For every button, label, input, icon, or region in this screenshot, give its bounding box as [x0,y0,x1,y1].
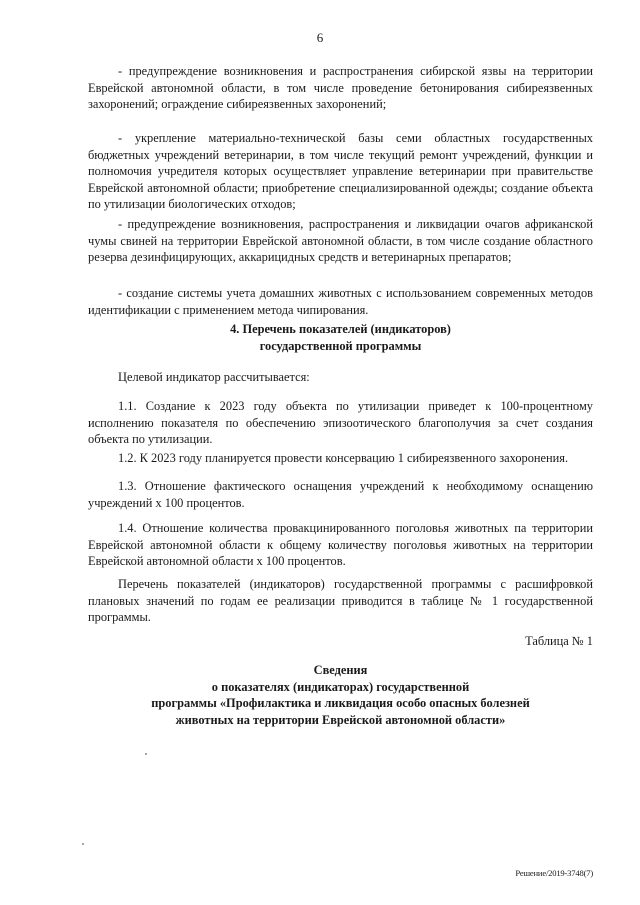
list-item-swine-fever: - предупреждение возникновения, распространения и ликвидации очагов африканской чумы свиней на территории Еврейской автономной области, в том числе создание областного резерва дезинфицирующих, аккарицидных средств и ветеринарных препаратов; [88,217,593,265]
scan-speck [82,843,84,845]
indicator-1-4: 1.4. Отношение количества провакцинированного поголовья животных па территории Еврейской автономной области к общему количеству поголовья животных на территории Еврейской автономной области х 100 процентов. [88,521,593,569]
indicator-1-3: 1.3. Отношение фактического оснащения учреждений к необходимому оснащению учреждений х 100 процентов. [88,479,593,510]
section-heading [88,321,593,354]
section-heading-line2: государственной программы [259,338,422,353]
section-heading-line1: 4. Перечень показателей (индикаторов) [230,322,451,336]
list-item-pet-registry: - создание системы учета домашних животных с использованием современных методов идентификации с применением метода чипирования. [88,286,593,317]
list-item-anthrax: - предупреждение возникновения и распространения сибирской язвы на территории Еврейской автономной области, в том числе проведение бетонирования сибиреязвенных захоронений; ограждение сибиреязвенных захоронений; [88,64,593,112]
indicator-1-2: 1.2. К 2023 году планируется провести консервацию 1 сибиреязвенного захоронения. [118,451,569,465]
table-title-line2: о показателях (индикаторах) государственной [211,679,470,694]
summary-paragraph: Перечень показателей (индикаторов) государственной программы с расшифровкой плановых значений по годам ее реализации приводится в таблице № 1 государственной программы. [88,577,593,625]
list-item-material-base: - укрепление материально-технической базы семи областных государственных бюджетных учреждений ветеринарии, в том числе текущий ремонт учреждений, функции и полномочия учредителя которых осуществляет управление ветеринарии при правительстве Еврейской автономной области; приобретение специализированной одежды; создание объекта по утилизации биологических отходов; [88,131,593,212]
scan-speck [145,753,147,755]
table-label: Таблица № 1 [525,634,593,648]
table-title-line3: программы «Профилактика и ликвидация особо опасных болезней [151,696,530,711]
indicator-1-1: 1.1. Создание к 2023 году объекта по утилизации приведет к 100-процентному исполнению показателя по обеспечению эпизоотического благополучия за счет создания объекта по утилизации. [88,399,593,447]
indicator-intro: Целевой индикатор рассчитывается: [118,370,310,384]
table-title-line4: животных на территории Еврейской автономной области» [175,712,506,727]
footer-reference: Решение/2019-3748(7) [515,868,593,878]
table-title [88,662,593,728]
page-number: 6 [316,30,324,45]
table-title-line1: Сведения [313,663,368,677]
